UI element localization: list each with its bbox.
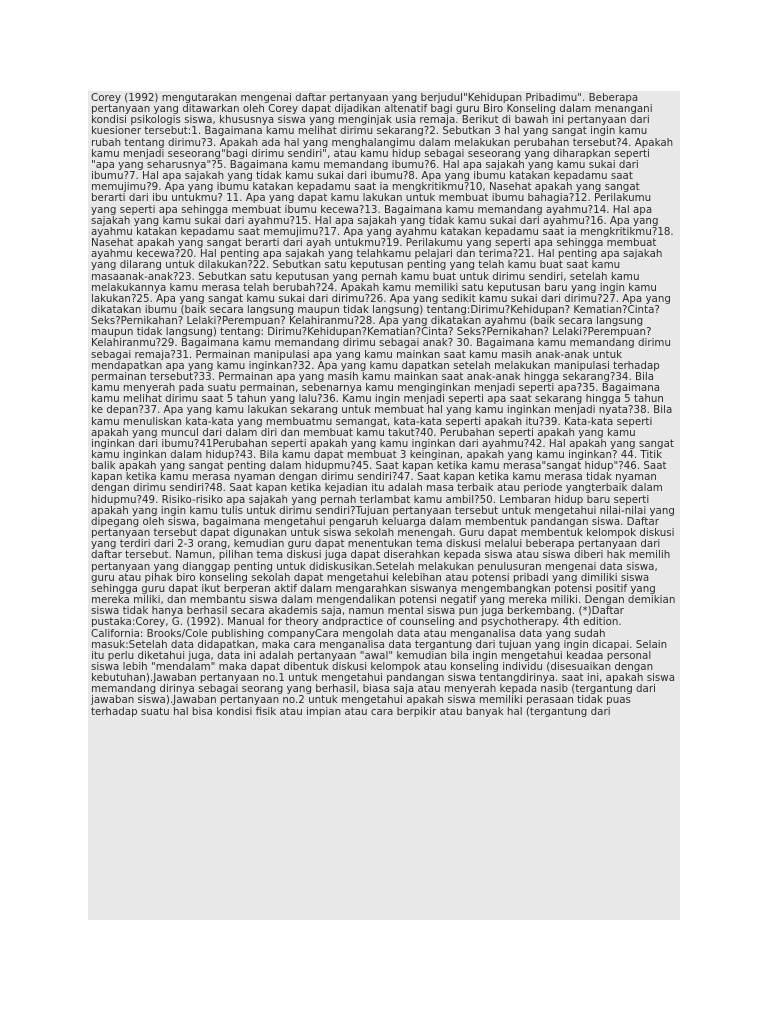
text-block	[88, 91, 680, 920]
body-paragraph: Corey (1992) mengutarakan mengenai daftar pertanyaan yang berjudul"Kehidupan Pribadimu". Beberapa pertanyaan yang ditawarkan oleh Corey dapat dijadikan altenatif bagi guru Biro Konseling dalam menangani kondisi psikologis siswa, khususnya siswa yang menginjak usia remaja. Berikut di bawah ini pertanyaan dari kuesioner tersebut:1. Bagaimana kamu melihat dirimu sekarang?2. Sebutkan 3 hal yang sangat ingin kamu rubah tentang dirimu?3. Apakah ada hal yang menghalangimu dalam melakukan perubahan tersebut?4. Apakah kamu menjadi seseorang"bagi dirimu sendiri", atau kamu hidup sebagai seseorang yang diharapkan seperti "apa yang seharusnya"?5. Bagaimana kamu memandang ibumu?6. Hal apa sajakah yang kamu sukai dari ibumu?7. Hal apa sajakah yang tidak kamu sukai dari ibumu?8. Apa yang ibumu katakan kepadamu saat memujimu?9. Apa yang ibumu katakan kepadamu saat ia mengkritikmu?10, Nasehat apakah yang sangat berarti dari ibu untukmu? 11. Apa yang dapat kamu lakukan untuk membuat ibumu bahagia?12. Perilakumu yang seperti apa sehingga membuat ibumu kecewa?13. Bagaimana kamu memandang ayahmu?14. Hal apa sajakah yang kamu sukai dari ayahmu?15. Hal apa sajakah yang tidak kamu sukai dari ayahmu?16. Apa yang ayahmu katakan kepadamu saat memujimu?17. Apa yang ayahmu katakan kepadamu saat ia mengkritikmu?18. Nasehat apakah yang sangat berarti dari ayah untukmu?19. Perilakumu yang seperti apa sehingga membuat ayahmu kecewa?20. Hal penting apa sajakah yang telahkamu pelajari dan terima?21. Hal penting apa sajakah yang dilarang untuk dilakukan?22. Sebutkan satu keputusan penting yang telah kamu buat saat kamu masaanak-anak?23. Sebutkan satu keputusan yang pernah kamu buat untuk dirimu sendiri, setelah kamu melakukannya kamu merasa telah berubah?24. Apakah kamu memiliki satu keputusan baru yang ingin kamu lakukan?25. Apa yang sangat kamu sukai dari dirimu?26. Apa yang sedikit kamu sukai dari dirimu?27. Apa yang dikatakan ibumu (baik secara langsung maupun tidak langsung) tentang:Dirimu?Kehidupan? Kematian?Cinta? Seks?Pernikahan? Lelaki?Perempuan? Kelahiranmu?28. Apa yang dikatakan ayahmu (baik secara langsung maupun tidak langsung) tentang: Dirimu?Kehidupan?Kematian?Cinta? Seks?Pernikahan? Lelaki?Perempuan? Kelahiranmu?29. Bagaimana kamu memandang dirimu sebagai anak? 30. Bagaimana kamu memandang dirimu sebagai remaja?31. Permainan manipulasi apa yang kamu mainkan saat kamu masih anak-anak untuk mendapatkan apa yang kamu inginkan?32. Apa yang kamu dapatkan setelah melakukan manipulasi terhadap permainan tersebut?33. Permainan apa yang masih kamu mainkan saat anak-anak hingga sekarang?34. Bila kamu menyerah pada suatu permainan, sebenarnya kamu menginginkan menjadi seperti apa?35. Bagaimana kamu melihat dirimu saat 5 tahun yang lalu?36. Kamu ingin menjadi seperti apa saat sekarang hingga 5 tahun ke depan?37. Apa yang kamu lakukan sekarang untuk membuat hal yang kamu inginkan menjadi nyata?38. Bila kamu menuliskan kata-kata yang membuatmu semangat, kata-kata seperti apakah itu?39. Kata-kata seperti apakah yang muncul dari dalam diri dan membuat kamu takut?40. Perubahan seperti apakah yang kamu inginkan dari ibumu?41Perubahan seperti apakah yang kamu inginkan dari ayahmu?42. Hal apakah yang sangat kamu inginkan dalam hidup?43. Bila kamu dapat membuat 3 keinginan, apakah yang kamu inginkan? 44. Titik balik apakah yang sangat penting dalam hidupmu?45. Saat kapan ketika kamu merasa"sangat hidup"?46. Saat kapan ketika kamu merasa nyaman dengan dirimu sendiri?47. Saat kapan ketika kamu merasa tidak nyaman dengan dirimu sendiri?48. Saat kapan ketika kejadian itu adalah masa terbaik atau periode yangterbaik dalam hidupmu?49. Risiko-risiko apa sajakah yang pernah terlambat kamu ambil?50. Lembaran hidup baru seperti apakah yang ingin kamu tulis untuk dirimu sendiri?Tujuan pertanyaan tersebut untuk mengetahui nilai-nilai yang dipegang oleh siswa, bagaimana mengetahui pengaruh keluarga dalam membentuk pandangan siswa. Daftar pertanyaan tersebut dapat digunakan untuk siswa sekolah menengah. Guru dapat membentuk kelompok diskusi yang terdiri dari 2-3 orang, kemudian guru dapat menentukan tema diskusi melalui beberapa pertanyaan dari daftar tersebut. Namun, pilihan tema diskusi juga dapat diserahkan kepada siswa atau siswa diberi hak memilih pertanyaan yang dianggap penting untuk didiskusikan.Setelah melakukan penulusuran mengenai data siswa, guru atau pihak biro konseling sekolah dapat mengetahui kelebihan atau potensi pribadi yang dimiliki siswa sehingga guru dapat ikut berperan aktif dalam mengarahkan siswanya mengembangkan potensi positif yang mereka miliki, dan membantu siswa dalam mengendalikan potensi negatif yang mereka miliki. Dengan demikian siswa tidak hanya berhasil secara akademis saja, namun mental siswa pun juga berkembang. (*)Daftar pustaka:Corey, G. (1992). Manual for theory andpractice of counseling and psychotherapy. 4th edition. California: Brooks/Cole publishing companyCara mengolah data atau menganalisa data yang sudah masuk:Setelah data didapatkan, maka cara menganalisa data tergantung dari tujuan yang ingin dicapai. Selain itu perlu diketahui juga, data ini adalah pertanyaan "awal" kemudian bila ingin mengetahui keadaa personal siswa lebih "mendalam" maka dapat dibentuk diskusi kelompok atau konseling individu (disesuaikan dengan kebutuhan).Jawaban pertanyaan no.1 untuk mengetahui pandangan siswa tentangdirinya. saat ini, apakah siswa memandang dirinya sebagai seorang yang berhasil, biasa saja atau menyerah kepada nasib (tergantung dari jawaban siswa).Jawaban pertanyaan no.2 untuk mengetahui apakah siswa memiliki perasaan tidak puas terhadap suatu hal bisa kondisi fisik atau impian atau cara berpikir atau banyak hal (tergantung dari	[91, 92, 676, 718]
